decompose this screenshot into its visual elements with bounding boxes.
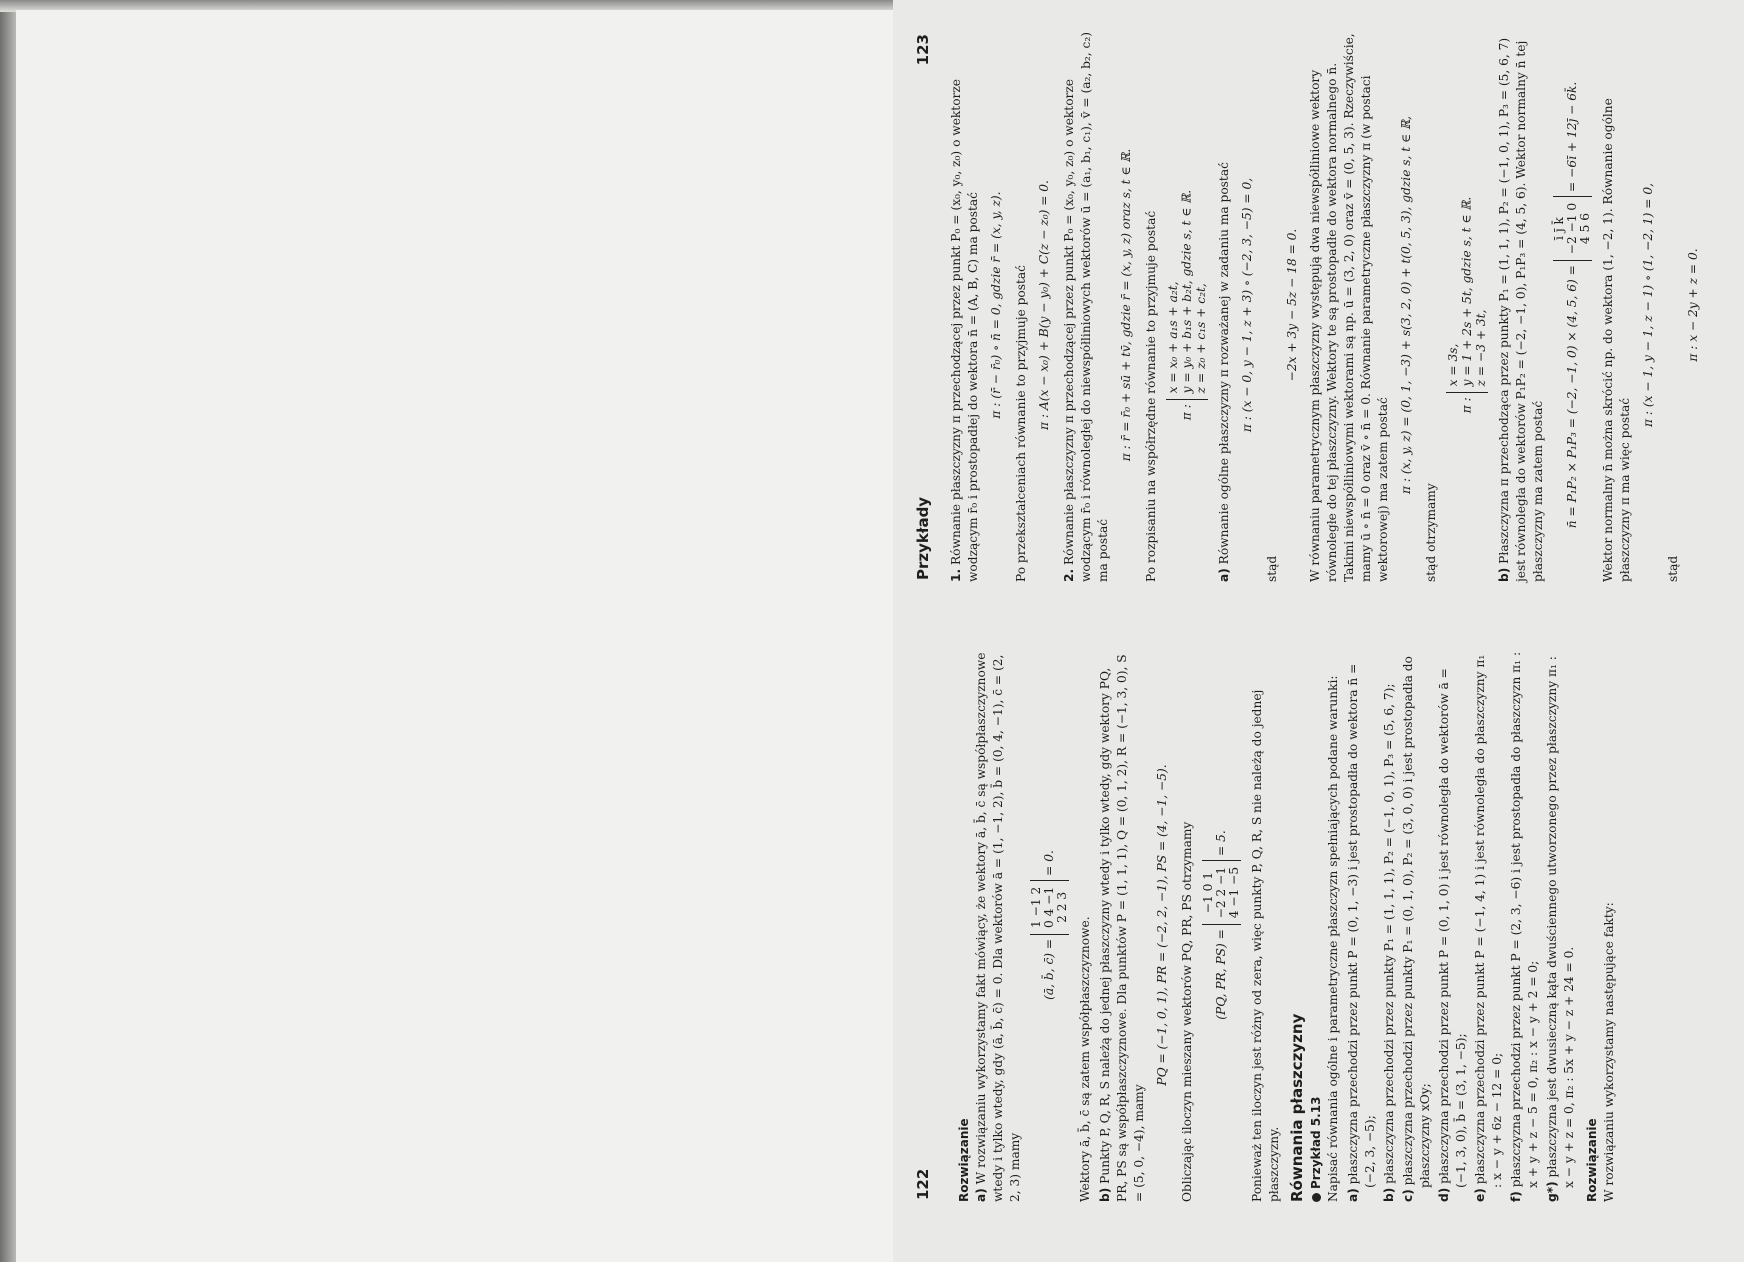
fact-2 (1061, 28, 1112, 582)
list-item (1508, 648, 1542, 1202)
paragraph: Wektor normalny n̄ można skrócić np. do wektora (1, −2, 1). Równanie ogólne płaszczyzny π ma więc postać (1601, 98, 1632, 582)
section-title: Równania płaszczyzny (1288, 1013, 1306, 1202)
list-item (1472, 648, 1506, 1202)
fact-label: 2. (1062, 568, 1076, 582)
scan-edge-left (0, 0, 16, 1262)
page-heading: Przykłady (914, 496, 932, 580)
equation: π : (r̄ − r̄₀) ∘ n̄ = 0, gdzie r̄ = (x, y, z). (989, 191, 1003, 419)
solution-a (973, 648, 1024, 1202)
system-lines (1166, 280, 1208, 400)
equation: π : r̄ = r̄₀ + sū + tv̄, gdzie r̄ = (x, y, z) oraz s, t ∈ ℝ. (1119, 148, 1133, 462)
system-line: x = x₀ + a₁s + a₂t, (1166, 281, 1180, 394)
vectors-b: PQ = (−1, 0, 1), PR = (−2, 2, −1), PS = (4, −1, −5). (1155, 764, 1169, 1086)
det-b-rhs: = 5. (1214, 830, 1228, 856)
scanned-sheet (16, 10, 893, 1262)
page-123 (884, 10, 1744, 630)
solution-b (1097, 648, 1148, 1202)
solution-b (1496, 28, 1547, 582)
solution-a-text: Równanie ogólne płaszczyzny π rozważanej w zadaniu ma postać (1217, 162, 1231, 565)
list-item (1381, 648, 1398, 1202)
label-b: b) (1098, 1187, 1112, 1202)
stad: stąd (1265, 555, 1279, 582)
solution-heading: Rozwiązanie (957, 1118, 971, 1202)
equation: π : x − 2y + z = 0. (1686, 248, 1700, 362)
item-text: płaszczyzna przechodzi przez punkt P = (0, 1, 0) i jest równoległa do wektorów ā = (−1, 3, 0), b̄ = (3, 1, −5); (1437, 668, 1468, 1188)
example-label: Przykład 5.13 (1309, 1096, 1323, 1189)
item-label: a) (1346, 1188, 1360, 1202)
cross-lhs: n̄ = P₁P₂ × P₁P₃ = (−2, −1, 0) × (4, 5, 6) = (1565, 265, 1579, 529)
solution-b-text2: Obliczając iloczyn mieszany wektorów PQ, PR, PS otrzymamy (1180, 821, 1194, 1202)
solution-b-conclusion: Ponieważ ten iloczyn jest różny od zera, więc punkty P, Q, R, S nie należą do jednej płaszczyzny. (1250, 689, 1281, 1202)
determinant-b (1202, 648, 1241, 1202)
item-text: płaszczyzna przechodzi przez punkt P = (2, 3, −6) i jest prostopadła do płaszczyzn π₁ : x + y + z − 5 = 0, π₂ : x − y + 2 = 0; (1509, 651, 1540, 1188)
det-a-matrix (1030, 880, 1069, 935)
det-b-lhs: (PQ, PR, PS) = (1214, 929, 1228, 1020)
item-text: płaszczyzna przechodzi przez punkt P = (−1, 4, 1) i jest równoległa do płaszczyzny π₁ : x − y + 6z − 12 = 0; (1473, 654, 1504, 1188)
system-line: x = 3s, (1446, 343, 1460, 387)
det-b-row: −2 2 −1 (1214, 866, 1228, 919)
page-122 (884, 630, 1744, 1250)
fact-label: 1. (949, 568, 963, 582)
det-b-row: −1 0 1 (1201, 871, 1215, 914)
system-line: y = y₀ + b₁s + b₂t, (1180, 280, 1194, 394)
item-label: g*) (1545, 1181, 1559, 1202)
det-a-row: 1 −1 2 (1029, 886, 1043, 928)
fact-1 (948, 28, 982, 582)
cross-rhs: = −6ī + 12j̄ − 6k̄. (1565, 81, 1579, 192)
list-item (1345, 648, 1379, 1202)
item-text: płaszczyzna jest dwusieczną kąta dwuściennego utworzonego przez płaszczyzny π₁ : x − y + z = 0, π₂ : 5x + y − z + 24 = 0. (1545, 656, 1576, 1188)
solution-heading-2: Rozwiązanie (1585, 1118, 1599, 1202)
solution-b-text: Płaszczyzna π przechodząca przez punkty P₁ = (1, 1, 1), P₂ = (−1, 0, 1), P₃ = (5, 6, 7) jest równoległa do wektorów P₁P₂ = (−2, −1, 0), P₁P₃ = (4, 5, 6). Wektor normalny n̄ tej płaszczyzny ma zatem postać (1497, 37, 1545, 582)
item-label: f) (1509, 1191, 1523, 1202)
bullet-icon (1312, 1193, 1321, 1202)
system-line: z = −3 + 3t, (1474, 309, 1488, 387)
stad: stąd otrzymamy (1424, 483, 1438, 582)
equation: −2x + 3y − 5z − 18 = 0. (1285, 228, 1299, 382)
solution-a-text: W rozwiązaniu wykorzystamy fakt mówiący, że wektory ā, b̄, c̄ są współpłaszczyznowe wtedy i tylko wtedy, gdy (ā, b̄, c̄) = 0. Dla wektorów ā = (1, −1, 2), b̄ = (0, 4, −1), c̄ = (2, 2, 3) mamy (974, 652, 1022, 1202)
label-b: b) (1497, 567, 1511, 582)
cross-product (1553, 28, 1592, 582)
paragraph: Po rozpisaniu na współrzędne równanie to przyjmuje postać (1144, 210, 1158, 582)
page-header (914, 34, 940, 580)
item-label: c) (1401, 1189, 1415, 1202)
system-lines (1446, 287, 1488, 393)
det-a-rhs: = 0. (1042, 850, 1056, 876)
fact-text: Równanie płaszczyzny π przechodzącej przez punkt P₀ = (x₀, y₀, z₀) o wektorze wodzącym r̄₀ i równoległej do niewspółliniowych wektorów ū = (a₁, b₁, c₁), v̄ = (a₂, b₂, c₂) ma postać (1062, 31, 1110, 582)
example-label-row (1308, 648, 1325, 1202)
page-body (954, 648, 1621, 1202)
page-body (948, 28, 1704, 582)
equation: π : (x − 1, y − 1, z − 1) ∘ (1, −2, 1) = 0, (1641, 183, 1655, 427)
page-header (914, 654, 940, 1200)
solution-b-text: Punkty P, Q, R, S należą do jednej płaszczyzny wtedy i tylko wtedy, gdy wektory PQ, PR, PS są współpłaszczyznowe. Dla punktów P = (1, 1, 1), Q = (0, 1, 2), R = (−1, 3, 0), S = (5, 0, −4), mamy (1098, 654, 1146, 1202)
rotated-spread (884, 10, 1744, 1250)
page-number: 123 (914, 34, 932, 66)
item-label: e) (1473, 1188, 1487, 1202)
det-a-row: 2 2 3 (1055, 891, 1069, 923)
label-a: a) (974, 1188, 988, 1202)
equation: π : (x − 0, y − 1, z + 3) ∘ (−2, 3, −5) = 0, (1240, 177, 1254, 433)
det-row: 4 5 6 (1578, 213, 1592, 245)
list-item (1436, 648, 1470, 1202)
fact-text: Równanie płaszczyzny π przechodzącej przez punkt P₀ = (x₀, y₀, z₀) o wektorze wodzącym r̄₀ i prostopadłej do wektora n̄ = (A, B, C) ma postać (949, 78, 980, 582)
equation: π : (x, y, z) = (0, 1, −3) + s(3, 2, 0) + t(0, 5, 3), gdzie s, t ∈ ℝ, (1399, 116, 1413, 494)
item-text: płaszczyzna przechodzi przez punkty P₁ = (0, 1, 0), P₂ = (3, 0, 0) i jest prostopadła do płaszczyzny xOy; (1401, 656, 1432, 1188)
determinant-a (1030, 648, 1069, 1202)
system-a (1446, 28, 1488, 582)
solution-intro: W rozwiązaniu wykorzystamy następujące fakty: (1602, 902, 1616, 1202)
page-number: 122 (914, 1168, 932, 1200)
system-line: y = 1 + 2s + 5t, (1460, 287, 1474, 387)
solution-a (1216, 28, 1233, 582)
system-line: z = z₀ + c₁s + c₂t, (1194, 283, 1208, 394)
item-text: płaszczyzna przechodzi przez punkt P = (0, 1, −3) i jest prostopadła do wektora n̄ = (−2, 3, −5); (1346, 663, 1377, 1188)
list-item (1400, 648, 1434, 1202)
det-a-lhs: (ā, b̄, c̄) = (1042, 938, 1056, 1000)
cross-matrix (1553, 196, 1592, 261)
stad: stąd (1666, 555, 1680, 582)
det-b-matrix (1202, 860, 1241, 925)
item-label: d) (1437, 1187, 1451, 1202)
list-item (1544, 648, 1578, 1202)
system-f2 (1166, 28, 1208, 582)
item-label: b) (1382, 1187, 1396, 1202)
example-intro: Napisać równania ogólne i parametryczne płaszczyzn spełniających podane warunki: (1326, 675, 1340, 1202)
item-text: płaszczyzna przechodzi przez punkty P₁ = (1, 1, 1), P₂ = (−1, 0, 1), P₃ = (5, 6, 7); (1382, 683, 1396, 1184)
paragraph: W równaniu parametrycznym płaszczyzny występują dwa niewspółliniowe wektory równoległe do tej płaszczyzny. Wektory te są prostopadłe do wektora normalnego n̄. Takimi niewspółliniowymi wektorami są np. ū = (3, 2, 0) oraz v̄ = (0, 5, 3). Rzeczywiście, mamy ū ∘ n̄ = 0 oraz v̄ ∘ n̄ = 0. Równanie parametryczne płaszczyzny π (w postaci wektorowej) ma zatem postać (1308, 33, 1390, 582)
det-row: −2 −1 0 (1565, 202, 1579, 255)
system-lhs: π : (1459, 397, 1474, 414)
det-a-row: 0 4 −1 (1042, 886, 1056, 928)
det-row: ī j̄ k̄ (1552, 217, 1566, 240)
paragraph: Po przekształceniach równanie to przyjmuje postać (1014, 265, 1028, 582)
system-rhs: gdzie s, t ∈ ℝ. (1179, 189, 1194, 277)
system-lhs: π : (1179, 404, 1194, 421)
equation: π : A(x − x₀) + B(y − y₀) + C(z − z₀) = 0. (1037, 180, 1051, 430)
det-b-row: 4 −1 −5 (1227, 866, 1241, 919)
solution-a-conclusion: Wektory ā, b̄, c̄ są zatem współpłaszczyznowe. (1078, 916, 1092, 1202)
label-a: a) (1217, 568, 1231, 582)
system-rhs: gdzie s, t ∈ ℝ. (1459, 196, 1474, 284)
